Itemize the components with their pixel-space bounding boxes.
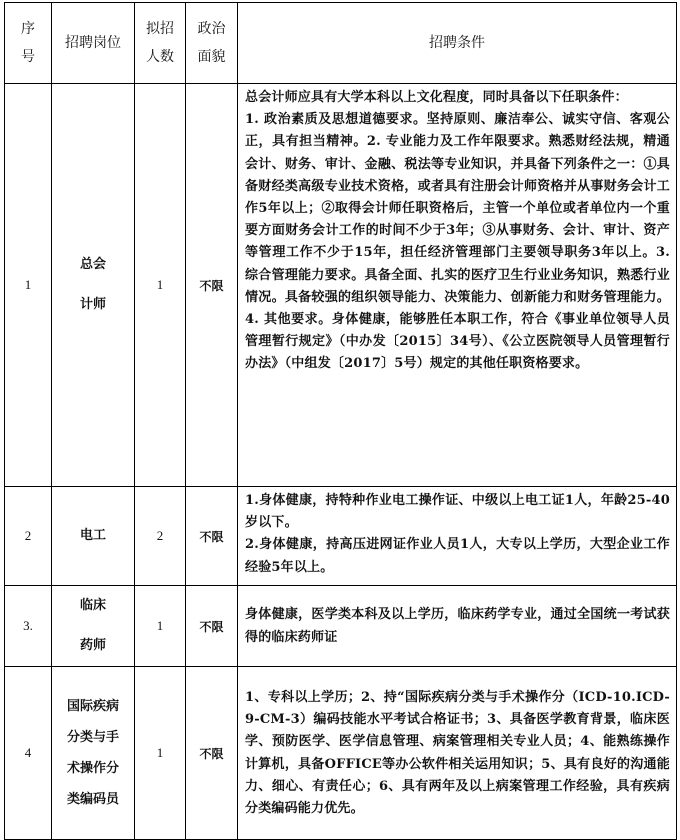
row-political: 不限 — [186, 487, 238, 586]
recruitment-table — [4, 2, 677, 840]
header-position: 招聘岗位 — [52, 3, 135, 84]
row-conditions: 1、专科以上学历；2、持“国际疾病分类与手术操作分（ICD-10.ICD-9-CM-3）编码技能水平考试合格证书；3、具备医学教育背景，临床医学、预防医学、医学信息管理、病案管理相关专业人员；4、能熟练操作计算机，具备OFFICE等办公软件相关运用知识；5、具有良好的沟通能力、细心、有责任心；6、具有两年及以上病案管理工作经验，具有疾病分类编码能力优先。 — [238, 667, 677, 840]
header-seq: 序 号 — [5, 3, 52, 84]
header-count: 拟招 人数 — [135, 3, 186, 84]
row-seq: 2 — [5, 487, 52, 586]
header-row — [5, 3, 677, 84]
row-count: 1 — [135, 667, 186, 840]
header-political: 政治 面貌 — [186, 3, 238, 84]
row-count: 1 — [135, 84, 186, 487]
header-conditions: 招聘条件 — [238, 3, 677, 84]
row-count: 1 — [135, 586, 186, 667]
row-seq: 4 — [5, 667, 52, 840]
row-political: 不限 — [186, 667, 238, 840]
row-conditions: 总会计师应具有大学本科以上文化程度，同时具备以下任职条件： 1. 政治素质及思想道德要求。坚持原则、廉洁奉公、诚实守信、客观公正，具有担当精神。2. 专业能力及工作年限要求。熟悉财经法规，精通会计、财务、审计、金融、税法等专业知识，并具备下列条件之一：①具备财经类高级专业技术资格，或者具有注册会计师资格并从事财务会计工作5年以上；②取得会计师任职资格后，主管一个单位或者单位内一个重要方面财务会计工作的时间不少于3年；③从事财务、会计、审计、资产等管理工作不少于15年，担任经济管理部门主要领导职务3年以上。3. 综合管理能力要求。具备全面、扎实的医疗卫生行业业务知识，熟悉行业情况。具备较强的组织领导能力、决策能力、创新能力和财务管理能力。4. 其他要求。身体健康，能够胜任本职工作，符合《事业单位领导人员管理暂行规定》（中办发〔2015〕34号）、《公立医院领导人员管理暂行办法》（中组发〔2017〕5号）规定的其他任职资格要求。 — [238, 84, 677, 487]
row-position: 电工 — [52, 487, 135, 586]
row-seq: 3. — [5, 586, 52, 667]
row-seq: 1 — [5, 84, 52, 487]
row-count: 2 — [135, 487, 186, 586]
row-political: 不限 — [186, 84, 238, 487]
table-row — [5, 84, 677, 487]
table-row — [5, 667, 677, 840]
table-row — [5, 586, 677, 667]
row-position: 国际疾病 分类与手 术操作分 类编码员 — [52, 667, 135, 840]
row-political: 不限 — [186, 586, 238, 667]
row-position: 总会 计师 — [52, 84, 135, 487]
row-conditions: 1.身体健康，持特种作业电工操作证、中级以上电工证1人，年龄25-40岁以下。 2.身体健康，持高压进网证作业人员1人，大专以上学历，大型企业工作经验5年以上。 — [238, 487, 677, 586]
row-conditions: 身体健康，医学类本科及以上学历，临床药学专业，通过全国统一考试获得的临床药师证 — [238, 586, 677, 667]
table-row — [5, 487, 677, 586]
row-position: 临床 药师 — [52, 586, 135, 667]
